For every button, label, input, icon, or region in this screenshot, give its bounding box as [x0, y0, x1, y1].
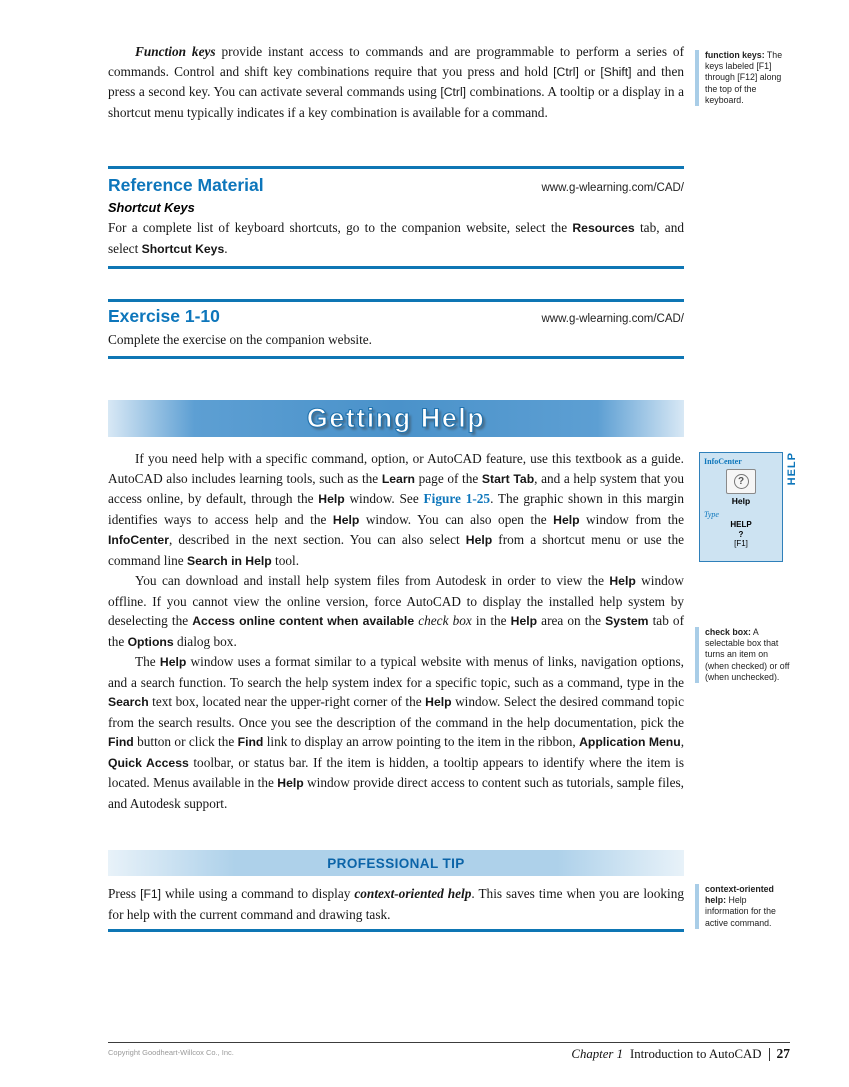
type-label: Type [704, 510, 719, 519]
getting-help-paragraph-3: The Help window uses a format similar to a typical website with menus of links, navigation options, and a search function. To search the help system index for a specific topic, such as a command, type in the Search text box, located near the upper-right corner of the Help window. Select the desired command topic from the search results. Once you see the description of the command in the help documentation, pick the Find button or click the Find link to display an arrow pointing to the item in the ribbon, Application Menu, Quick Access toolbar, or status bar. If the item is hidden, a tooltip appears to identify where the item is located. Menus available in the Help window provide direct access to content such as tutorials, sample files, and Autodesk support. [108, 654, 685, 811]
footer-rule [108, 1042, 790, 1043]
section-paragraph: For a complete list of keyboard shortcuts, go to the companion website, select the Resources tab, and select Shortcut Keys. [108, 220, 684, 256]
margin-tab-help-label: HELP [786, 452, 798, 486]
margin-note-check-box: check box: A selectable box that turns an item on (when checked) or off (when unchecked). [695, 627, 791, 683]
section-exercise-1-10 [108, 299, 684, 359]
getting-help-paragraph-2: You can download and install help system files from Autodesk in order to view the Help window offline. If you cannot view the online version, force AutoCAD to display the installed help system by deselecting the Access online content when available check box in the Help area on the System tab of the Options dialog box. [108, 573, 685, 649]
help-access-graphic [699, 452, 783, 562]
section-paragraph: Complete the exercise on the companion website. [108, 332, 373, 347]
section-subheading: Shortcut Keys [108, 200, 195, 215]
section-rule-bottom [108, 266, 684, 269]
footer-chapter-group [571, 1046, 790, 1062]
help-button-icon [726, 469, 756, 494]
section-rule-top [108, 166, 684, 169]
footer-page-number: 27 [776, 1046, 790, 1061]
companion-website-url: www.g-wlearning.com/CAD/ [541, 182, 684, 194]
infocenter-label: InfoCenter [704, 457, 742, 466]
section-heading: Reference Material [108, 175, 264, 195]
command-line-help: HELP [730, 520, 752, 529]
professional-tip-title: PROFESSIONAL TIP [327, 855, 465, 871]
section-rule-bottom [108, 356, 684, 359]
getting-help-body [108, 449, 684, 813]
section-heading-row [108, 175, 684, 196]
intro-paragraph: Function keys provide instant access to commands and are programmable to perform a series of commands. Control and shift key combinations require that you press and hold [Ctrl] or [Shift] and then press a second key. You can activate several commands using [Ctrl] combinations. A tooltip or a display in a shortcut menu typically indicates if a key combination is available for a command. [108, 44, 685, 120]
help-button-caption: Help [731, 496, 751, 506]
footer-copyright: Copyright Goodheart-Willcox Co., Inc. [108, 1048, 234, 1057]
footer-chapter-title: Introduction to AutoCAD [629, 1047, 762, 1061]
command-line-alias: ? [738, 529, 744, 539]
command-line-f1: [F1] [734, 539, 748, 548]
professional-tip-paragraph: Press [F1] while using a command to display context-oriented help. This saves time when you are looking for help with the current command and drawing task. [108, 886, 684, 922]
footer-divider [769, 1048, 770, 1061]
getting-help-banner [108, 400, 684, 437]
getting-help-paragraph-1: If you need help with a specific command, option, or AutoCAD feature, use this textbook as a guide. AutoCAD also includes learning tools, such as the Learn page of the Start Tab, and a help system that you access online, by default, through the Help window. See Figure 1-25. The graphic shown in this margin identifies ways to access help and the Help window. You can also open the Help window from the InfoCenter, described in the next section. You can also select Help from a shortcut menu or use the command line Search in Help tool. [108, 451, 685, 568]
section-reference-material [108, 166, 684, 269]
margin-note-function-keys: function keys: The keys labeled [F1] through [F12] along the top of the keyboard. [695, 50, 791, 106]
section-rule-top [108, 299, 684, 302]
footer-chapter: Chapter 1 [571, 1047, 623, 1061]
margin-note-context-oriented-help: context-oriented help: Help information for the active command. [695, 884, 791, 929]
command-entry [704, 520, 778, 549]
getting-help-banner-title: Getting Help [306, 403, 486, 433]
section-heading-row [108, 306, 684, 327]
companion-website-url: www.g-wlearning.com/CAD/ [541, 313, 684, 325]
section-heading: Exercise 1-10 [108, 306, 220, 326]
professional-tip-banner [108, 850, 684, 876]
question-mark-icon: ? [734, 474, 749, 489]
tip-rule-bottom [108, 929, 684, 932]
